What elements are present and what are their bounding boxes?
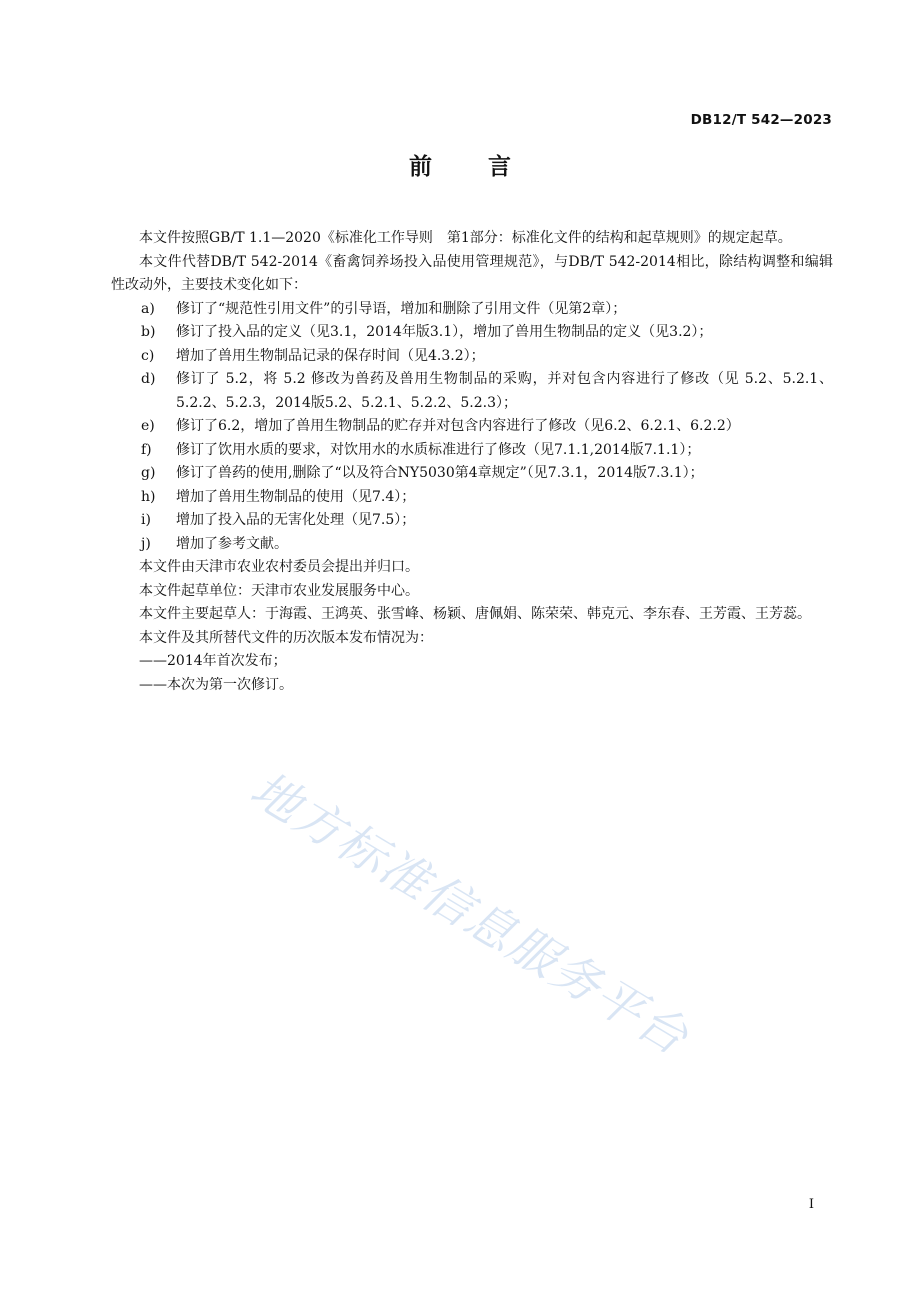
proposer-paragraph: 本文件由天津市农业农村委员会提出并归口。 bbox=[139, 559, 419, 575]
list-item-text: 修订了“规范性引用文件”的引导语，增加和删除了引用文件（见第2章）； bbox=[176, 300, 627, 317]
drafters-paragraph: 本文件主要起草人：于海霞、王鸿英、张雪峰、杨颖、唐佩娟、陈荣荣、韩克元、李东春、王芳霞、王芳蕊。 bbox=[139, 606, 811, 622]
list-item-marker: i) bbox=[141, 512, 151, 528]
list-item-text: 增加了兽用生物制品的使用（见7.4）； bbox=[176, 488, 416, 505]
list-item-marker: j) bbox=[141, 535, 151, 552]
list-item-text: 增加了参考文献。 bbox=[176, 535, 288, 552]
list-item-text: 增加了投入品的无害化处理（见7.5）； bbox=[176, 512, 416, 528]
replacement-paragraph: 本文件代替DB/T 542-2014《畜禽饲养场投入品使用管理规范》，与DB/T 542-2014相比，除结构调整和编辑性改动外，主要技术变化如下： bbox=[111, 253, 833, 293]
document-code: DB12/T 542—2023 bbox=[690, 112, 832, 128]
list-item bbox=[111, 533, 833, 557]
list-item-text: 修订了饮用水质的要求，对饮用水的水质标准进行了修改（见7.1.1,2014版7.1.1）； bbox=[176, 441, 701, 458]
history-entry: ——2014年首次发布； bbox=[139, 653, 287, 669]
list-item-marker: e) bbox=[141, 418, 155, 434]
list-item bbox=[111, 439, 833, 463]
list-item bbox=[111, 298, 833, 322]
technical-changes-list bbox=[111, 298, 833, 557]
list-item-marker: b) bbox=[141, 324, 156, 340]
list-item bbox=[111, 415, 833, 439]
list-item-text: 修订了兽药的使用,删除了“以及符合NY5030第4章规定”（见7.3.1，2014版7.3.1）； bbox=[176, 465, 704, 481]
list-item-marker: f) bbox=[141, 441, 152, 458]
list-item-marker: c) bbox=[141, 347, 155, 364]
list-item-text: 增加了兽用生物制品记录的保存时间（见4.3.2）； bbox=[176, 347, 485, 364]
list-item-text: 修订了6.2，增加了兽用生物制品的贮存并对包含内容进行了修改（见6.2、6.2.1、6.2.2） bbox=[176, 418, 740, 434]
history-entry: ——本次为第一次修订。 bbox=[139, 676, 293, 693]
page-number: I bbox=[808, 1197, 814, 1212]
list-item-marker: g) bbox=[141, 465, 156, 481]
list-item bbox=[111, 321, 833, 345]
page-title: 前言 bbox=[409, 154, 567, 180]
list-item-marker: a) bbox=[141, 300, 155, 317]
watermark: 地方标准信息服务平台 bbox=[240, 761, 699, 1067]
list-item bbox=[111, 486, 833, 510]
list-item bbox=[111, 509, 833, 533]
list-item bbox=[111, 345, 833, 369]
history-intro-paragraph: 本文件及其所替代文件的历次版本发布情况为： bbox=[139, 629, 433, 646]
list-item-marker: d) bbox=[141, 371, 156, 387]
list-item-text: 修订了投入品的定义（见3.1，2014年版3.1），增加了兽用生物制品的定义（见3.2）； bbox=[176, 324, 713, 340]
list-item bbox=[111, 368, 833, 415]
list-item bbox=[111, 462, 833, 486]
list-item-text: 修订了 5.2，将 5.2 修改为兽药及兽用生物制品的采购，并对包含内容进行了修改（见 5.2、5.2.1、5.2.2、5.2.3，2014版5.2、5.2.1、5.2.2、5.2.3）； bbox=[176, 371, 833, 411]
document-body bbox=[111, 227, 833, 697]
drafting-rule-paragraph: 本文件按照GB/T 1.1—2020《标准化工作导则 第1部分：标准化文件的结构和起草规则》的规定起草。 bbox=[139, 230, 792, 246]
drafting-unit-paragraph: 本文件起草单位：天津市农业发展服务中心。 bbox=[139, 582, 419, 599]
list-item-marker: h) bbox=[141, 488, 156, 505]
